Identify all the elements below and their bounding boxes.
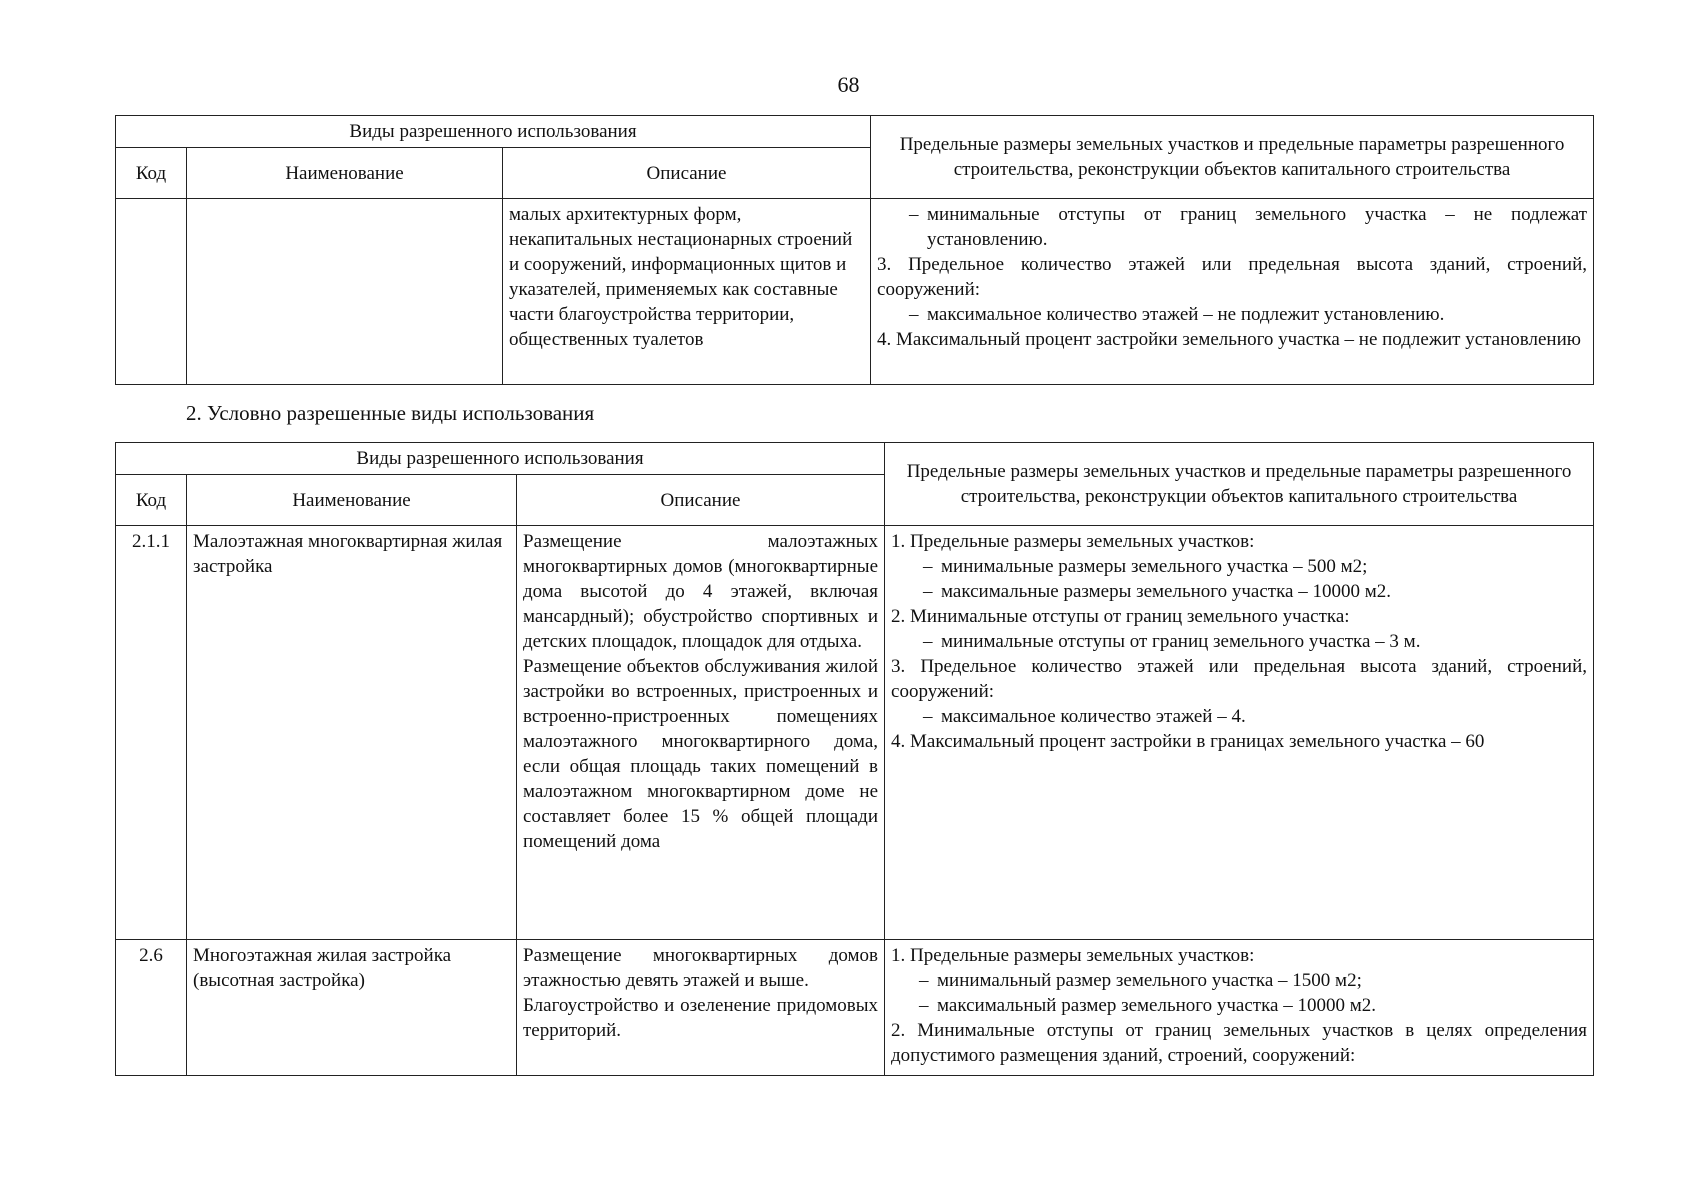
cell-code: 2.6 [116, 940, 187, 1076]
cell-limits [885, 526, 1594, 940]
cell-name: Многоэтажная жилая застройка (высотная застройка) [187, 940, 517, 1076]
limit-coverage: 4. Максимальный процент застройки земельного участка – не подлежит установлению [877, 329, 1581, 350]
cell-description: малых архитектурных форм, некапитальных нестационарных строений и сооружений, информационных щитов и указателей, применяемых как составные части благоустройства территории, общественных туалетов [503, 199, 871, 385]
header-code: Код [116, 148, 187, 199]
cell-limits [885, 940, 1594, 1076]
header-description: Описание [517, 475, 885, 526]
limit-max-size: – максимальный размер земельного участка – 10000 м2. [921, 993, 1587, 1018]
limit-sizes-title: 1. Предельные размеры земельных участков: [891, 945, 1255, 966]
header-limits: Предельные размеры земельных участков и предельные параметры разрешенного строительства, реконструкции объектов капитального строительства [871, 116, 1594, 199]
limit-floors-title: 3. Предельное количество этажей или предельная высота зданий, строений, сооружений: [877, 254, 1588, 300]
conditional-uses-table [115, 442, 1594, 1076]
description-part-2: Размещение объектов обслуживания жилой застройки во встроенных, пристроенных и встроенно-пристроенных помещениях малоэтажного многоквартирного дома, если общая площадь таких помещений в малоэтажном многоквартирном доме не составляет более 15 % общей площади помещений дома [523, 656, 879, 852]
header-name: Наименование [187, 148, 503, 199]
page-number: 68 [837, 72, 860, 97]
description-part-2: Благоустройство и озеленение придомовых территорий. [523, 995, 879, 1041]
description-part-1: Размещение многоквартирных домов этажностью девять этажей и выше. [523, 945, 879, 991]
permitted-uses-table-continued [115, 115, 1594, 385]
limit-min-size: – минимальный размер земельного участка – 1500 м2; [921, 968, 1587, 993]
limit-coverage: 4. Максимальный процент застройки в границах земельного участка – 60 [891, 731, 1485, 752]
limit-setback-title: 2. Минимальные отступы от границ земельного участка: [891, 606, 1350, 627]
header-group: Виды разрешенного использования [116, 116, 871, 148]
cell-name [187, 199, 503, 385]
cell-code [116, 199, 187, 385]
header-group: Виды разрешенного использования [116, 443, 885, 475]
cell-description [517, 940, 885, 1076]
section-title: 2. Условно разрешенные виды использования [186, 401, 595, 425]
limit-min-setback: – минимальные отступы от границ земельного участка – 3 м. [925, 629, 1587, 654]
cell-limits [871, 199, 1594, 385]
table-row [116, 940, 1594, 1076]
description-part-1: Размещение малоэтажных многоквартирных домов (многоквартирные дома высотой до 4 этажей, включая мансардный); обустройство спортивных и детских площадок, площадок для отдыха. [523, 531, 879, 652]
header-limits: Предельные размеры земельных участков и предельные параметры разрешенного строительства, реконструкции объектов капитального строительства [885, 443, 1594, 526]
cell-code: 2.1.1 [116, 526, 187, 940]
header-code: Код [116, 475, 187, 526]
limit-sizes-title: 1. Предельные размеры земельных участков: [891, 531, 1255, 552]
limit-max-floors: – максимальное количество этажей – 4. [925, 704, 1587, 729]
limit-setback-title: 2. Минимальные отступы от границ земельных участков в целях определения допустимого размещения зданий, строений, сооружений: [891, 1020, 1588, 1066]
table-row [116, 526, 1594, 940]
limit-min-size: – минимальные размеры земельного участка – 500 м2; [925, 554, 1587, 579]
cell-name: Малоэтажная многоквартирная жилая застройка [187, 526, 517, 940]
header-name: Наименование [187, 475, 517, 526]
limit-min-setback: – минимальные отступы от границ земельного участка – не подлежат установлению. [911, 202, 1587, 252]
limit-floors-title: 3. Предельное количество этажей или предельная высота зданий, строений, сооружений: [891, 656, 1588, 702]
header-description: Описание [503, 148, 871, 199]
limit-max-floors: – максимальное количество этажей – не подлежит установлению. [911, 302, 1587, 327]
limit-max-size: – максимальные размеры земельного участка – 10000 м2. [925, 579, 1587, 604]
cell-description [517, 526, 885, 940]
